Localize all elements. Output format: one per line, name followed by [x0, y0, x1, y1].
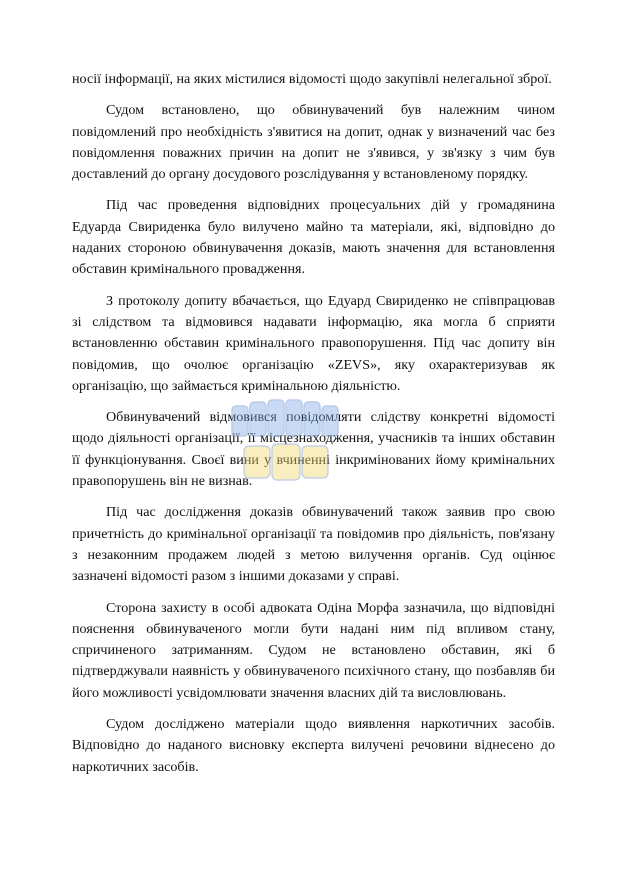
- paragraph-8: Судом досліджено матеріали щодо виявлення наркотичних засобів. Відповідно до наданого висновку експерта вилучені речовини віднесено до наркотичних засобів.: [72, 716, 555, 775]
- paragraph-4: З протоколу допиту вбачається, що Едуард Свириденко не співпрацював зі слідством та відмовився надавати інформацію, яка могла б сприяти встановленню обставин кримінального правопорушення. Під час допиту він повідомив, що очолює організацію «ZEVS», яку охарактеризував як організацію, що займається кримінальною діяльністю.: [72, 292, 555, 394]
- paragraph-7: Сторона захисту в особі адвоката Одіна Морфа зазначила, що відповідні пояснення обвинуваченого могли бути надані ним під впливом стану, спричиненого затриманням. Судом не встановлено обставин, які б підтверджували наявність у обвинуваченого психічного стану, що позбавляв би його можливості усвідомлювати значення власних дій та висловлювань.: [72, 599, 555, 701]
- paragraph-5: Обвинувачений відмовився повідомляти слідству конкретні відомості щодо діяльності організації, її місцезнаходження, учасників та інших обставин її функціонування. Своєї вини у вчиненні інкримінованих йому кримінальних правопорушень він не визнав.: [72, 409, 555, 490]
- document-page: [72, 69, 555, 788]
- paragraph-1: носії інформації, на яких містилися відомості щодо закупівлі нелегальної зброї.: [72, 71, 552, 87]
- paragraph-6: Під час дослідження доказів обвинувачений також заявив про свою причетність до кримінальної організації та повідомив про діяльність, пов'язану з незаконним продажем людей з метою вилучення органів. Суд оцінює зазначені відомості разом з іншими доказами у справі.: [72, 504, 555, 585]
- paragraph-2: Судом встановлено, що обвинувачений був належним чином повідомлений про необхідність з'явитися на допит, однак у визначений час без повідомлення поважних причин на допит не з'явився, у зв'язку з чим був доставлений до органу досудового розслідування у встановленому порядку.: [72, 102, 555, 183]
- paragraph-3: Під час проведення відповідних процесуальних дій у громадянина Едуарда Свириденка було вилучено майно та матеріали, які, відповідно до наданих стороною обвинувачення доказів, мають значення для встановлення обставин кримінального провадження.: [72, 197, 555, 278]
